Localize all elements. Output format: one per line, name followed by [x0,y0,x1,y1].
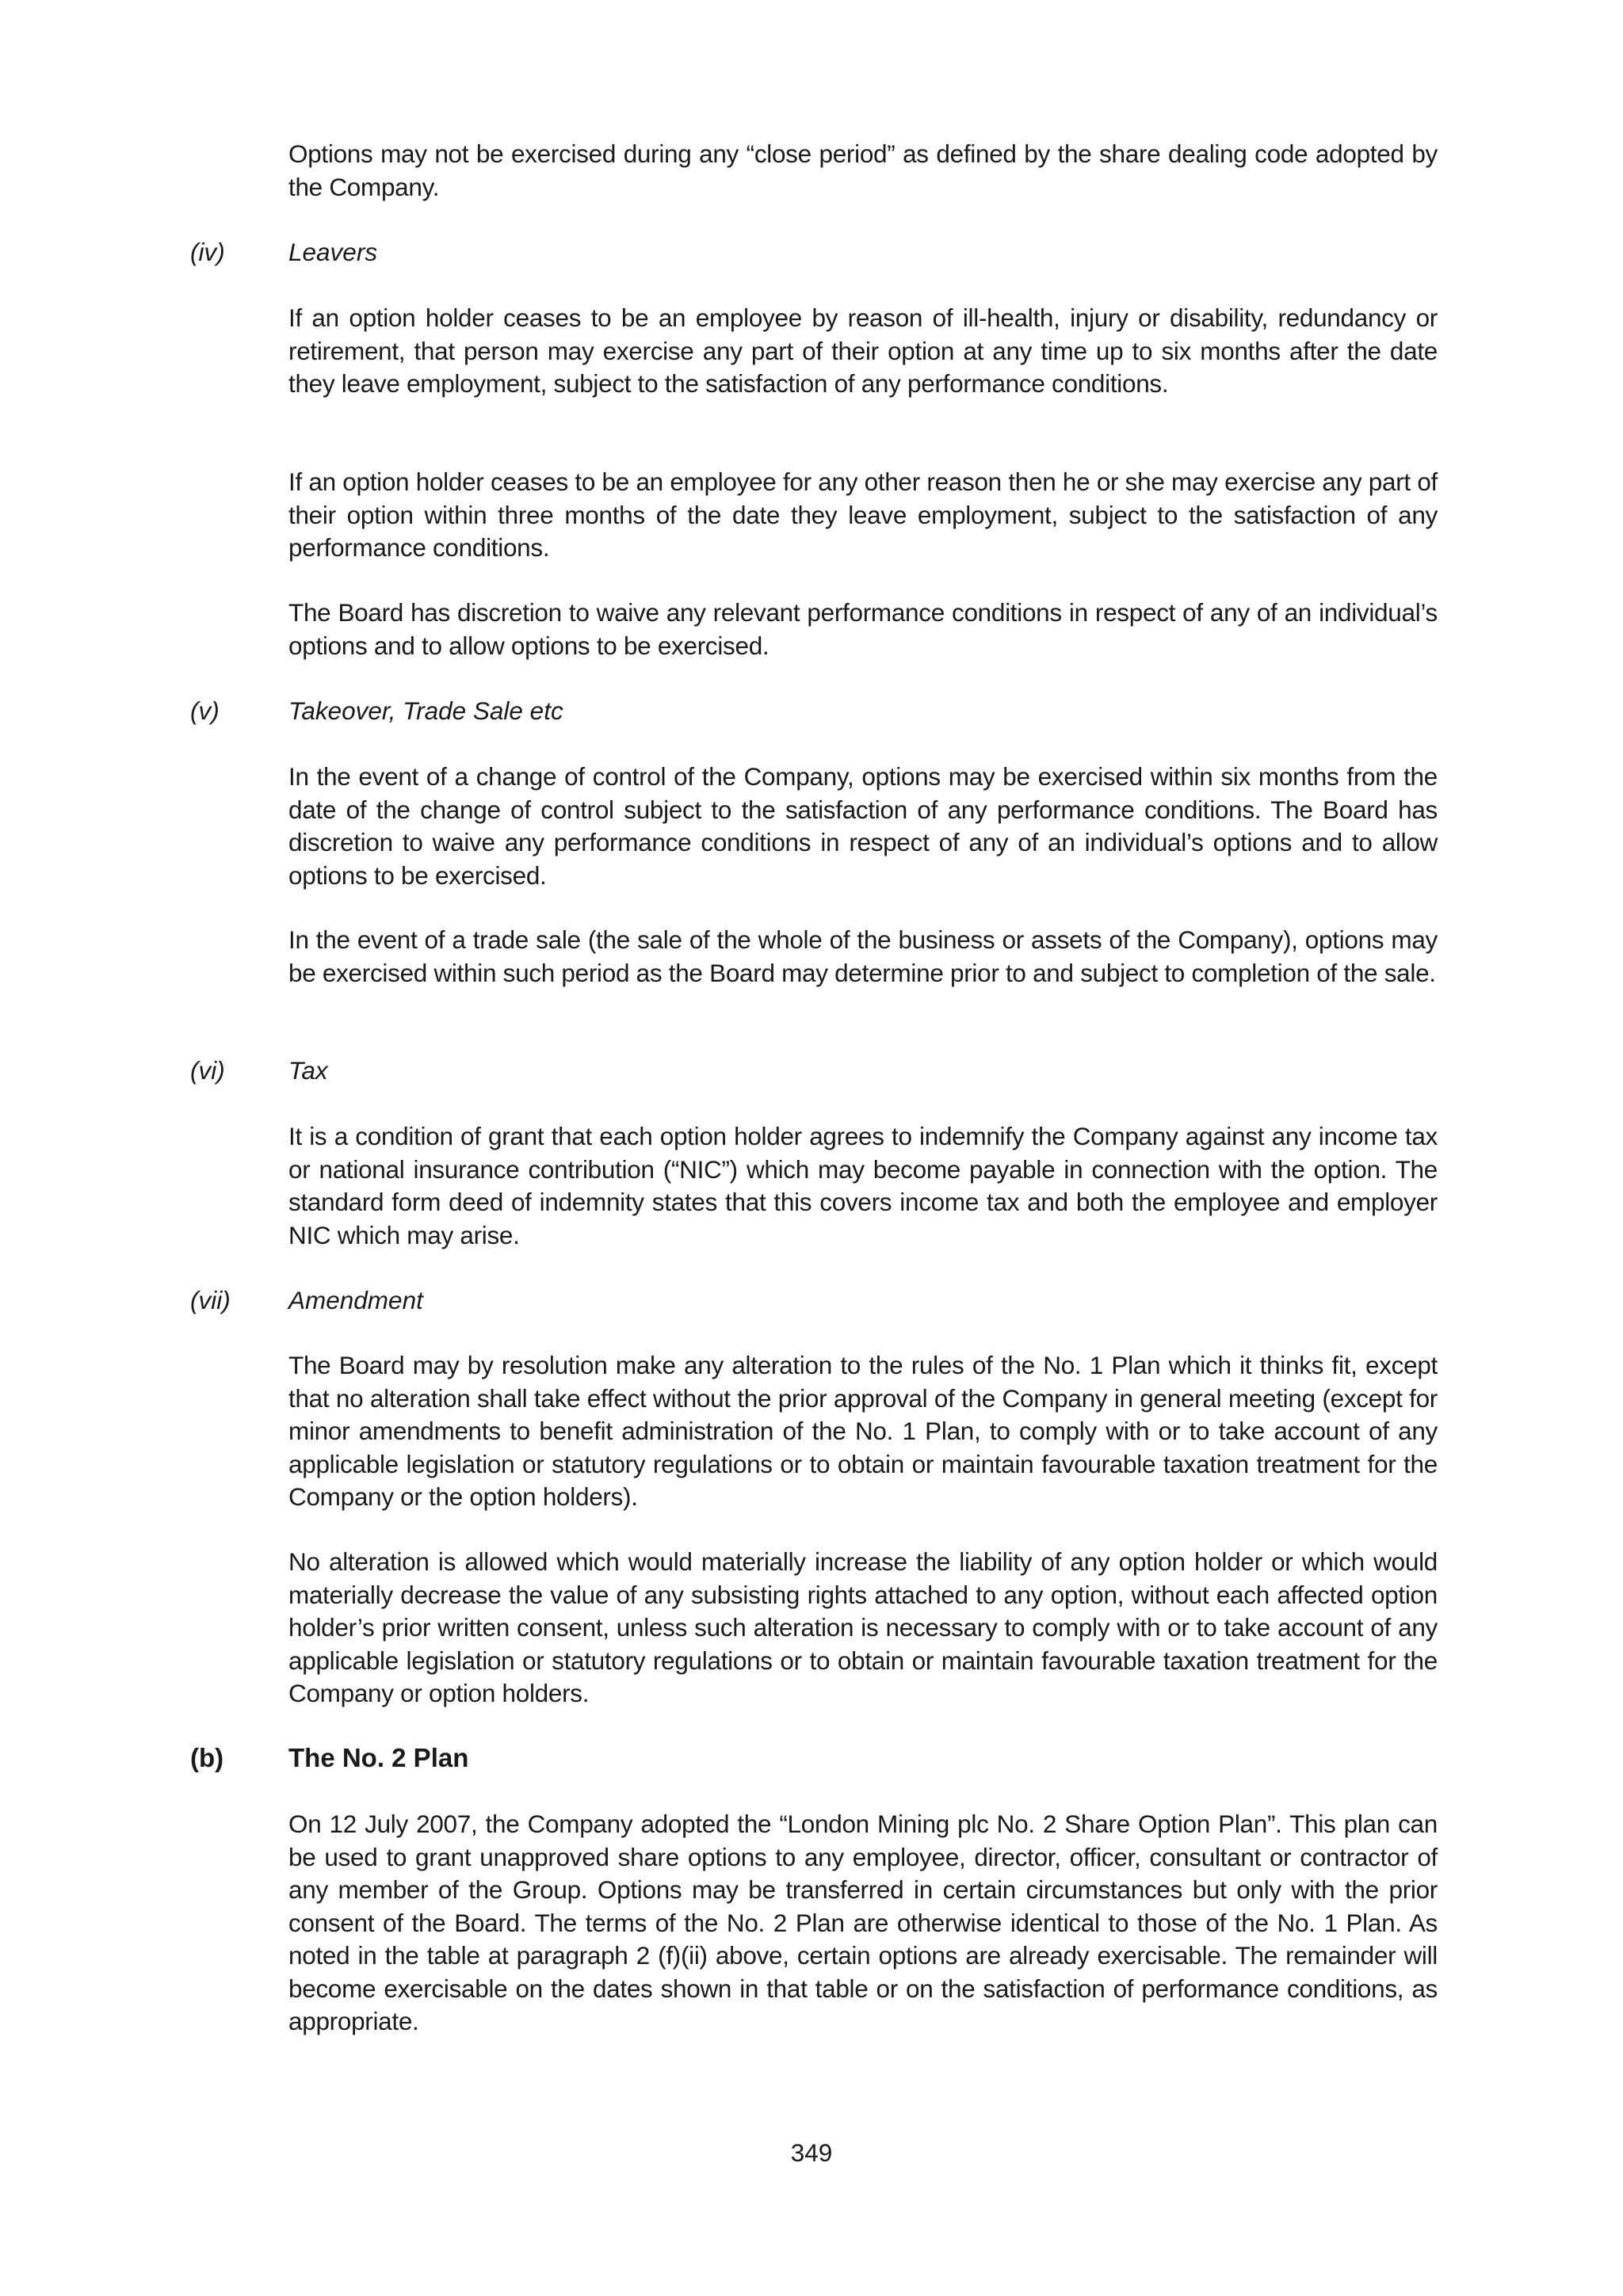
tax-paragraph-1: It is a condition of grant that each option holder agrees to indemnify the Company against any income tax or national insurance contribution (“NIC”) which may become payable in connection with the option. The standard form deed of indemnity states that this covers income tax and both the employee and employer NIC which may arise. [288,1122,1438,1249]
section-marker-vii: (vii) [190,1286,231,1314]
section-marker-v: (v) [190,696,220,725]
leavers-paragraph-3: The Board has discretion to waive any relevant performance conditions in respect of any of an individual’s options and to allow options to be exercised. [288,598,1438,660]
section-marker-b: (b) [190,1743,224,1772]
page-number: 349 [790,2138,833,2167]
section-heading-leavers: Leavers [288,238,378,266]
section-marker-vi: (vi) [190,1056,225,1085]
section-heading-tax: Tax [288,1056,328,1085]
section-heading-no2-plan: The No. 2 Plan [288,1743,469,1772]
takeover-paragraph-2: In the event of a trade sale (the sale of the whole of the business or assets of the Company), options may be exercised within such period as the Board may determine prior to and subject to completion of the sale. [288,925,1438,987]
takeover-paragraph-1: In the event of a change of control of the Company, options may be exercised within six months from the date of the change of control subject to the satisfaction of any performance conditions. The Board has discretion to waive any performance conditions in respect of any of an individual’s options and to allow options to be exercised. [288,762,1438,890]
leavers-paragraph-1: If an option holder ceases to be an employee by reason of ill-health, injury or disability, redundancy or retirement, that person may exercise any part of their option at any time up to six months after the date they leave employment, subject to the satisfaction of any performance conditions. [288,303,1438,398]
amendment-paragraph-1: The Board may by resolution make any alteration to the rules of the No. 1 Plan which it thinks fit, except that no alteration shall take effect without the prior approval of the Company in general meeting (except for minor amendments to benefit administration of the No. 1 Plan, to comply with or to take account of any applicable legislation or statutory regulations or to obtain or maintain favourable taxation treatment for the Company or the option holders). [288,1351,1438,1511]
section-heading-amendment: Amendment [288,1286,423,1314]
leavers-paragraph-2: If an option holder ceases to be an employee for any other reason then he or she may exercise any part of their option within three months of the date they leave employment, subject to the satisfaction of any performance conditions. [288,467,1438,562]
section-heading-takeover: Takeover, Trade Sale etc [288,696,563,725]
no2-plan-paragraph-1: On 12 July 2007, the Company adopted the “London Mining plc No. 2 Share Option Plan”. This plan can be used to grant unapproved share options to any employee, director, officer, consultant or contractor of any member of the Group. Options may be transferred in certain circumstances but only with the prior consent of the Board. The terms of the No. 2 Plan are otherwise identical to those of the No. 1 Plan. As noted in the table at paragraph 2 (f)(ii) above, certain options are already exercisable. The remainder will become exercisable on the dates shown in that table or on the satisfaction of performance conditions, as appropriate. [288,1810,1438,2035]
intro-paragraph: Options may not be exercised during any “close period” as defined by the share dealing code adopted by the Company. [288,139,1438,201]
section-marker-iv: (iv) [190,238,225,266]
amendment-paragraph-2: No alteration is allowed which would materially increase the liability of any option holder or which would materially decrease the value of any subsisting rights attached to any option, without each affected option holder’s prior written consent, unless such alteration is necessary to comply with or to take account of any applicable legislation or statutory regulations or to obtain or maintain favourable taxation treatment for the Company or option holders. [288,1547,1438,1707]
